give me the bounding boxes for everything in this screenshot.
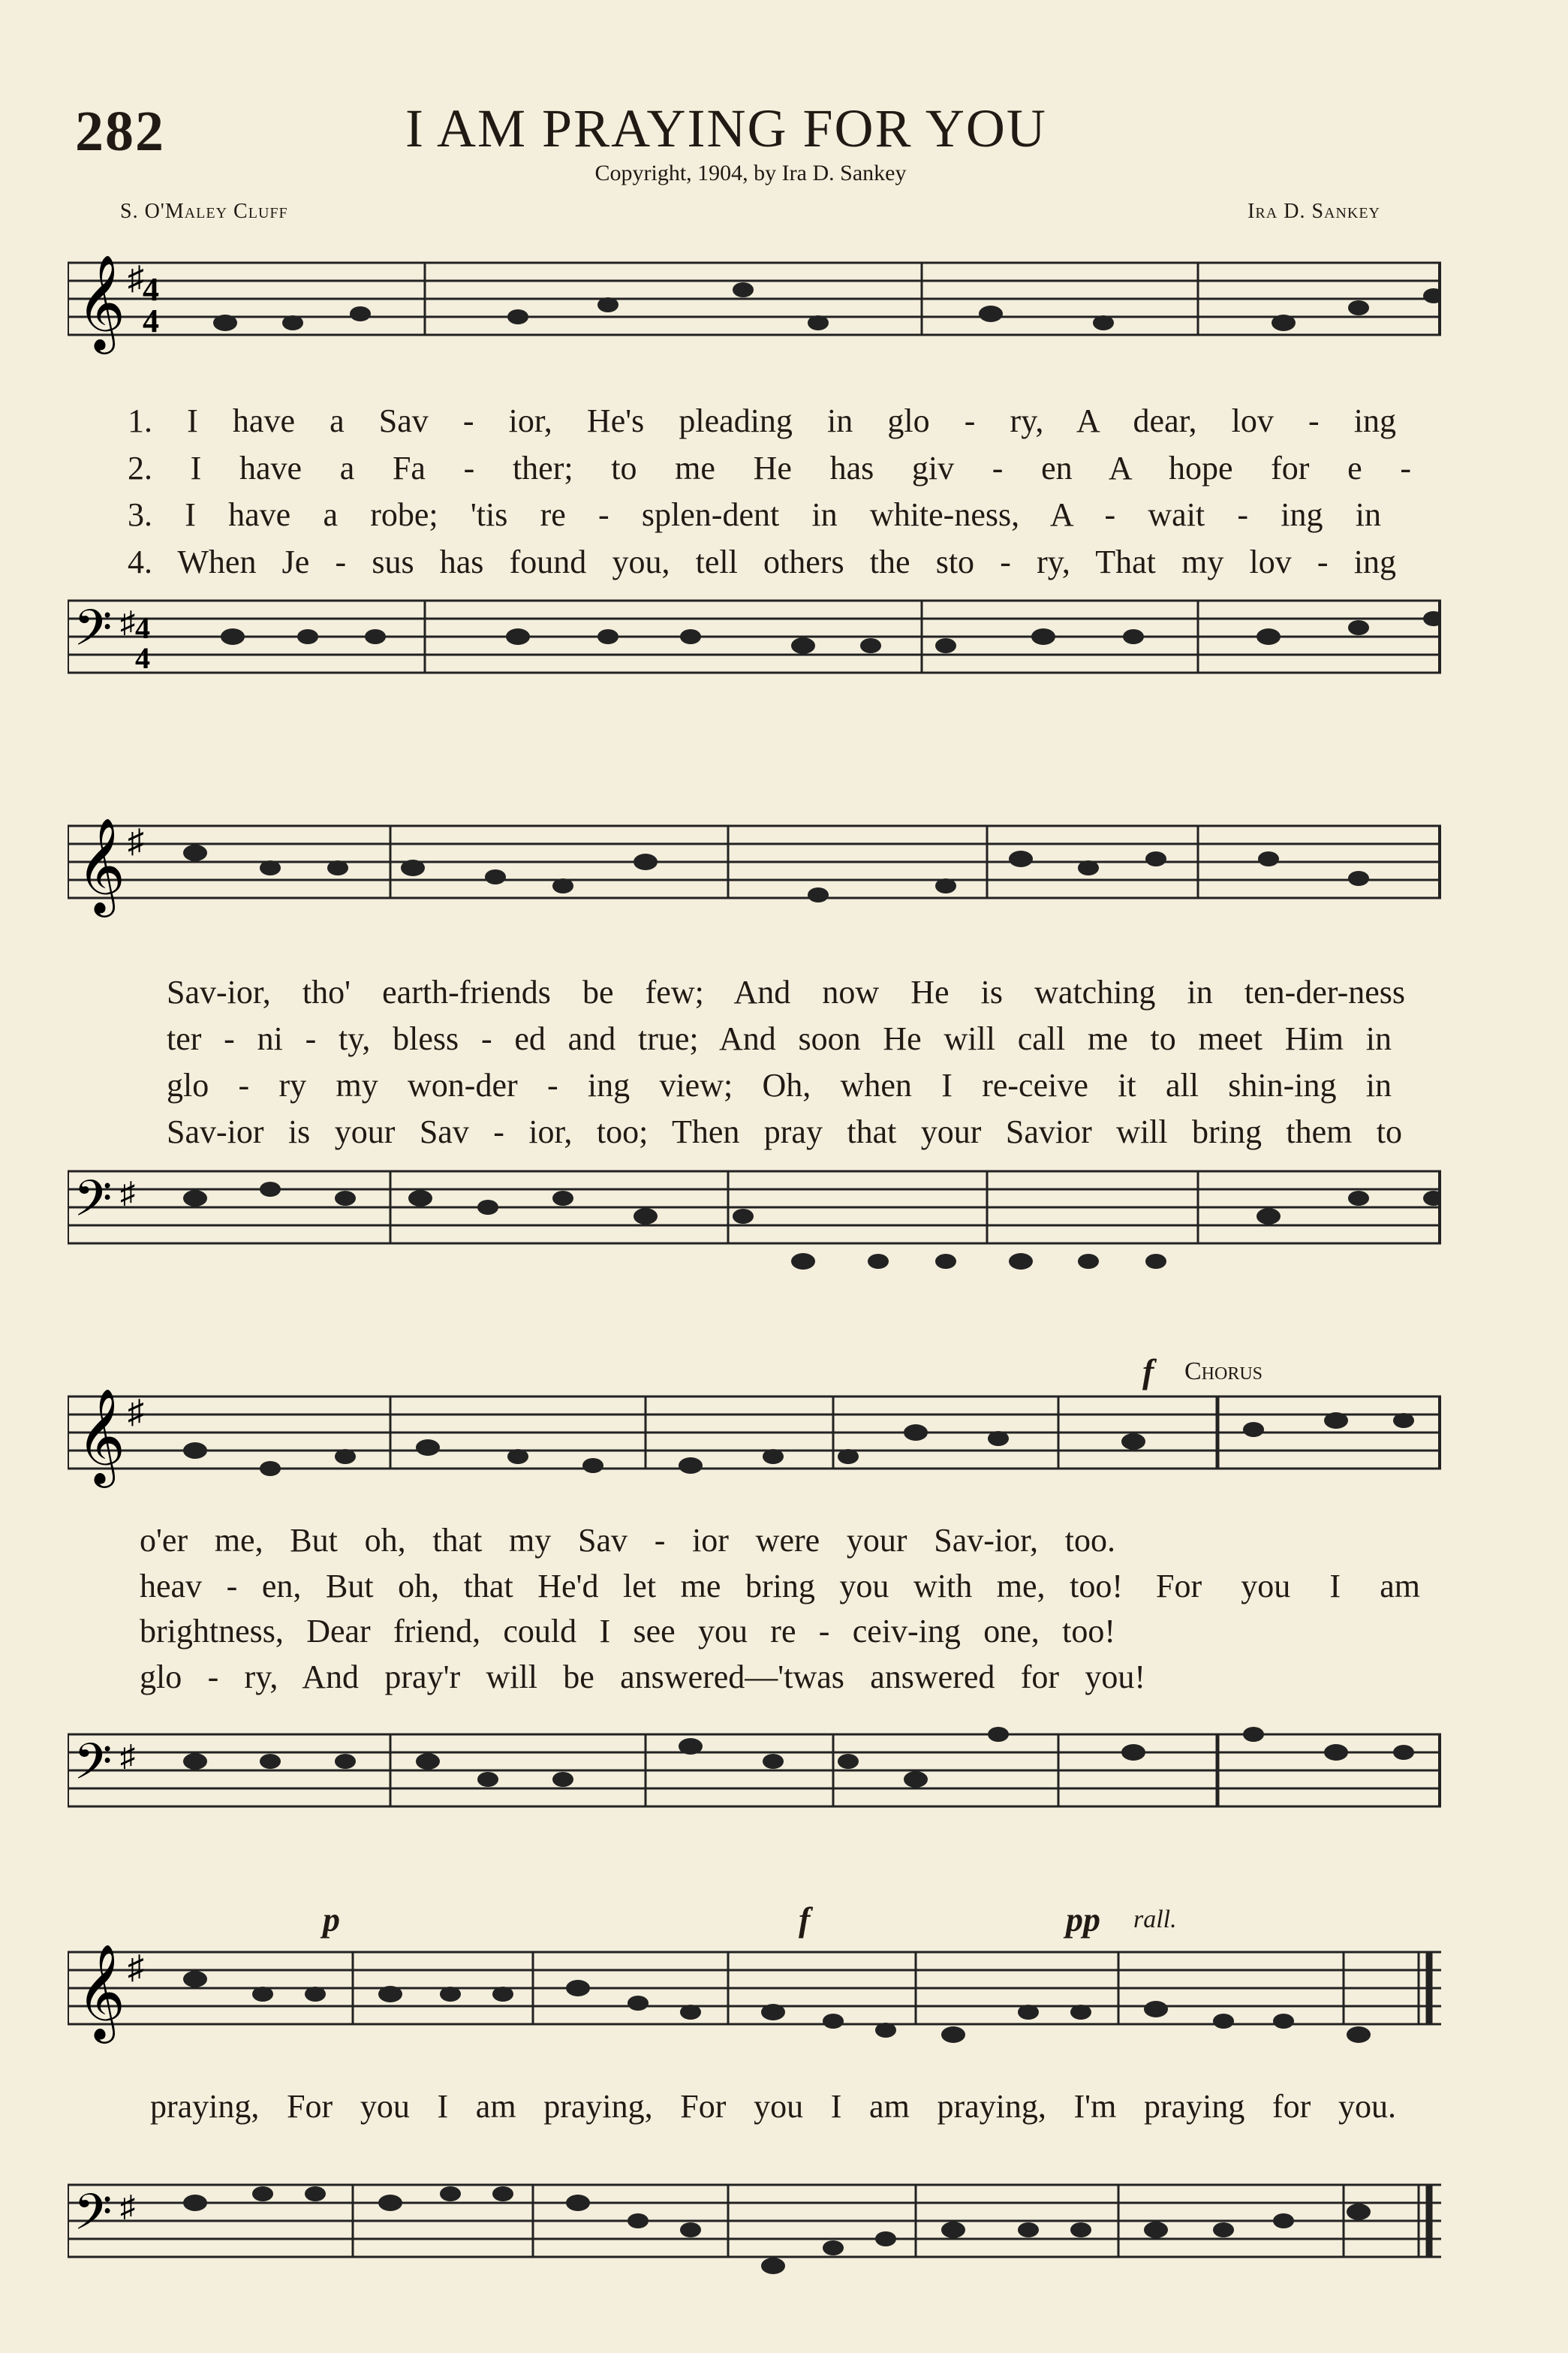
svg-text:♯: ♯ (128, 823, 144, 860)
bass-staff-system-2 (68, 1156, 1441, 1284)
lyricist-name: S. O'Maley Cluff (120, 200, 288, 223)
lyric-line-2-verse-1: Sav-ior, tho' earth-friends be few; And now He is watching in ten-der-ness (167, 974, 1405, 1011)
svg-text:4: 4 (143, 303, 159, 339)
treble-clef-icon: 𝄞 (77, 1390, 126, 1482)
lyric-line-2-verse-3: glo - ry my won-der - ing view; Oh, when I re-ceive it all shin-ing in (167, 1067, 1392, 1104)
lyric-line-4-chorus: praying, For you I am praying, For you I am praying, I'm praying for you. (150, 2088, 1396, 2125)
lyric-line-2-verse-2: ter - ni - ty, bless - ed and true; And soon He will call me to meet Him in (167, 1020, 1392, 1057)
lyric-line-2-verse-4: Sav-ior is your Sav - ior, too; Then pray that your Savior will bring them to (167, 1113, 1402, 1150)
svg-text:♯: ♯ (120, 605, 135, 639)
svg-text:♯: ♯ (128, 1393, 144, 1430)
hymn-number: 282 (75, 100, 165, 163)
dynamic-marking-p: p (323, 1900, 340, 1939)
composer-name: Ira D. Sankey (1247, 200, 1380, 223)
svg-text:♯: ♯ (120, 1739, 135, 1773)
tempo-marking-rall: rall. (1133, 1906, 1177, 1933)
bass-staff-system-3 (68, 1719, 1441, 1847)
copyright-notice: Copyright, 1904, by Ira D. Sankey (594, 161, 907, 185)
treble-staff-system-4 (68, 1937, 1441, 2087)
treble-staff-system-2 (68, 811, 1441, 938)
svg-text:♯: ♯ (128, 1949, 144, 1986)
treble-staff-system-3 (68, 1381, 1441, 1509)
bass-clef-icon: 𝄢 (74, 2186, 113, 2252)
svg-text:♯: ♯ (128, 260, 144, 297)
chorus-first-lyrics: For you I am (1156, 1568, 1420, 1604)
bass-clef-icon: 𝄢 (74, 1736, 113, 1802)
hymn-title: I AM PRAYING FOR YOU (405, 98, 1047, 158)
lyric-line-1-verse-3: 3. I have a robe; 'tis re - splen-dent in white-ness, A - wait - ing in (128, 496, 1381, 533)
lyric-line-3-verse-1: o'er me, But oh, that my Sav - ior were your Sav-ior, too. (140, 1522, 1115, 1559)
dynamic-marking-pp: pp (1066, 1900, 1100, 1939)
treble-staff-system-1 (68, 248, 1441, 360)
chorus-dynamic-marking: f (1142, 1352, 1154, 1390)
treble-clef-icon: 𝄞 (77, 820, 126, 911)
treble-clef-icon: 𝄞 (77, 257, 126, 348)
dynamic-marking-f: f (799, 1900, 811, 1939)
svg-text:4: 4 (143, 271, 159, 308)
bass-clef-icon: 𝄢 (74, 602, 113, 668)
lyric-line-3-verse-3: brightness, Dear friend, could I see you re - ceiv-ing one, too! (140, 1613, 1115, 1650)
bass-staff-system-1 (68, 571, 1441, 698)
svg-text:4: 4 (135, 611, 150, 645)
svg-text:♯: ♯ (120, 2189, 135, 2223)
bass-staff-system-4 (68, 2155, 1441, 2305)
lyric-line-3-verse-2: heav - en, But oh, that He'd let me bring you with me, too! (140, 1568, 1123, 1604)
svg-text:4: 4 (135, 641, 150, 675)
svg-text:♯: ♯ (120, 1176, 135, 1210)
lyric-line-3-verse-4: glo - ry, And pray'r will be answered—'twas answered for you! (140, 1659, 1145, 1695)
lyric-line-1-verse-4: 4. When Je - sus has found you, tell others the sto - ry, That my lov - ing (128, 544, 1396, 580)
lyric-line-1-verse-2: 2. I have a Fa - ther; to me He has giv - en A hope for e - (128, 450, 1411, 487)
lyric-line-1-verse-1: 1. I have a Sav - ior, He's pleading in glo - ry, A dear, lov - ing (128, 402, 1396, 439)
bass-clef-icon: 𝄢 (74, 1173, 113, 1239)
chorus-label: Chorus (1184, 1357, 1263, 1385)
treble-clef-icon: 𝄞 (77, 1946, 126, 2038)
